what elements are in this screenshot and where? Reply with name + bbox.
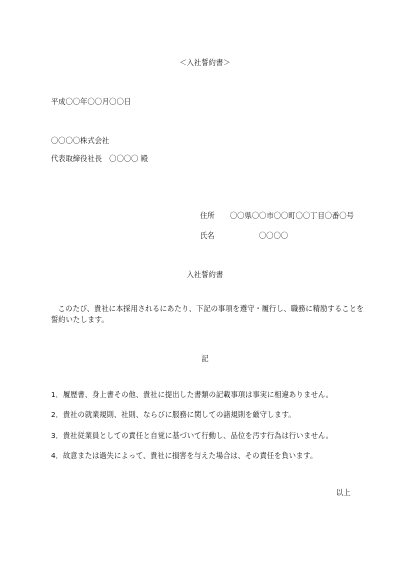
list-item: 2．貴社の就業規則、社則、ならびに服務に関しての諸規則を厳守します。 [51, 410, 296, 419]
recipient-company: 〇〇〇〇株式会社 [51, 136, 110, 145]
list-item: 4．故意または過失によって、貴社に損害を与えた場合は、その責任を負います。 [51, 451, 318, 460]
closing-text: 以上 [336, 488, 351, 497]
name-label: 氏名 [200, 231, 215, 240]
ki-heading: 記 [201, 354, 209, 363]
address-value: 〇〇県〇〇市〇〇町〇〇丁目〇番〇号 [230, 211, 354, 220]
list-item: 3．貴社従業員としての責任と自覚に基づいて行動し、品位を汚す行為は行いません。 [51, 431, 334, 440]
address-label: 住所 [200, 211, 215, 220]
header-title: ＜入社誓約書＞ [179, 58, 231, 67]
body-paragraph: このたび、貴社に本採用されるにあたり、下記の事項を遵守・履行し、職務に精励することを誓約いたします。 [51, 304, 364, 324]
name-value: 〇〇〇〇 [259, 231, 289, 240]
list-item: 1．履歴書、身上書その他、貴社に提出した書類の記載事項は事実に相違ありません。 [51, 390, 334, 399]
recipient-person: 代表取締役社長 〇〇〇〇 殿 [51, 154, 149, 163]
date-line: 平成〇〇年〇〇月〇〇日 [51, 97, 132, 106]
document-title: 入社誓約書 [186, 270, 224, 279]
